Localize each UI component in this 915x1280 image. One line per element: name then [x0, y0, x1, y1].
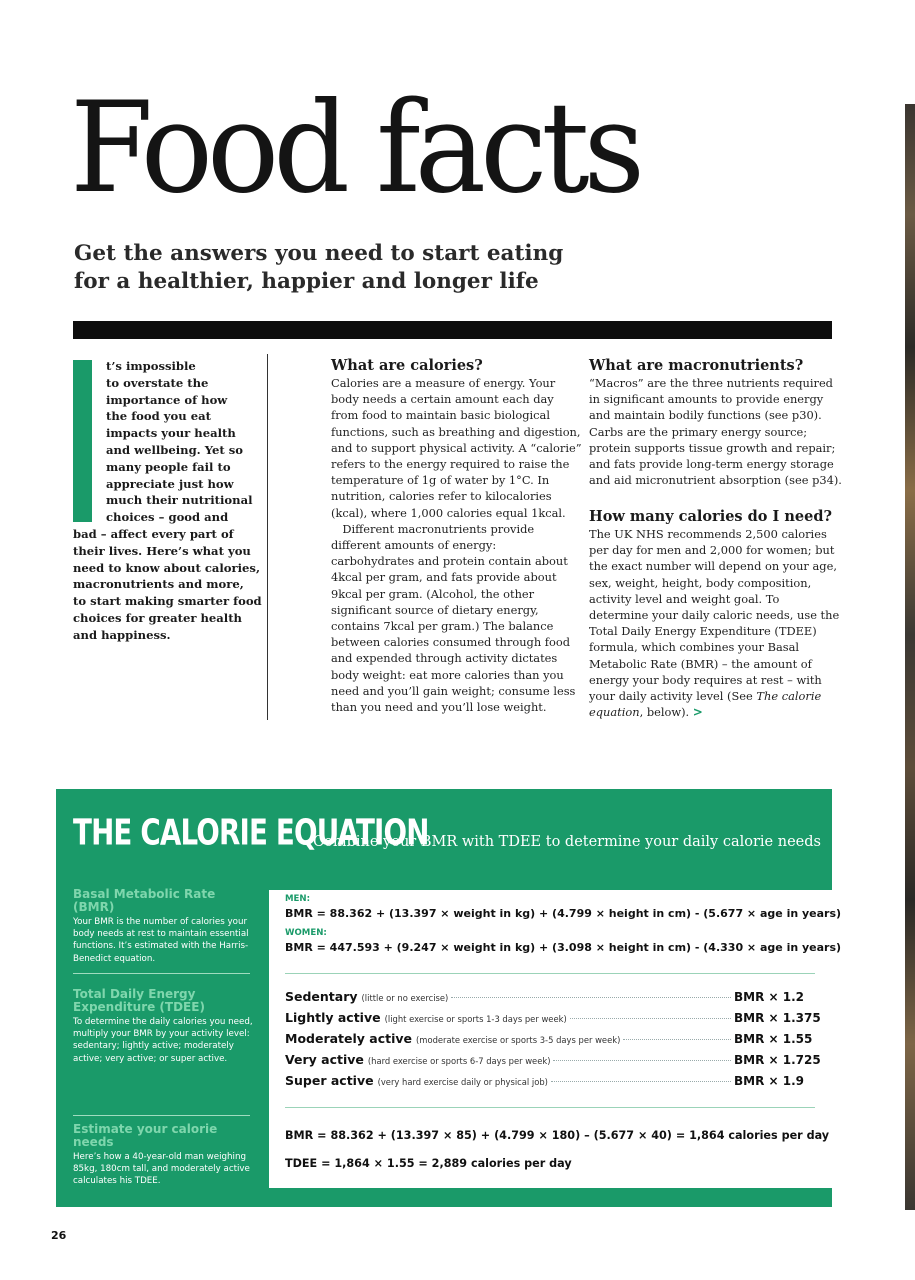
activity-name: Very active	[285, 1052, 364, 1067]
subtitle-line: Get the answers you need to start eating	[74, 241, 564, 266]
body-line	[589, 688, 834, 704]
leader-dots	[451, 997, 731, 998]
body-line: protein supports tissue growth and repair;	[589, 440, 836, 455]
macros-body	[589, 375, 842, 488]
body-line: contains 7kcal per gram.) The balance	[331, 619, 554, 634]
activity-multiplier: BMR × 1.375	[734, 1011, 821, 1025]
column-divider	[267, 354, 268, 720]
intro-line: importance of how	[106, 392, 228, 407]
panel-divider	[285, 1107, 815, 1108]
body-line: Calories are a measure of energy. Your	[331, 376, 556, 390]
continue-chevron-icon: >	[692, 705, 703, 720]
calorie-equation-box	[56, 789, 842, 1207]
body-line: energy your body requires at rest – with	[589, 672, 822, 687]
men-label: MEN:	[285, 894, 311, 904]
activity-multiplier: BMR × 1.2	[734, 990, 804, 1004]
leader-dots	[551, 1081, 731, 1082]
activity-note: (little or no exercise)	[361, 993, 449, 1003]
men-formula: BMR = 88.362 + (13.397 × weight in kg) + (4.799 × height in cm) - (5.677 × age in years)	[285, 907, 842, 920]
equation-subtitle: Combine your BMR with TDEE to determine your daily calorie needs	[313, 834, 821, 850]
macros-section	[589, 357, 842, 488]
calories-body	[331, 375, 582, 715]
activity-multiplier: BMR × 1.55	[734, 1032, 813, 1046]
page-number: 26	[51, 1229, 67, 1242]
body-line: between calories consumed through food	[331, 635, 570, 650]
activity-row-super-active	[285, 1073, 813, 1091]
activity-row-lightly-active	[285, 1010, 821, 1028]
intro-line: t’s impossible	[106, 359, 196, 373]
body-line: activity level and weight goal. To	[589, 591, 780, 606]
sidebar-text: To determine the daily calories you need, multiply your BMR by your activity level: sedentary; lightly active; moderately active; very active; or super active.	[73, 1017, 253, 1064]
activity-name: Super active	[285, 1073, 374, 1088]
tdee-calculation: TDEE = 1,864 × 1.55 = 2,889 calories per day	[285, 1157, 572, 1170]
body-line: temperature of 1g of water by 1°C. In	[331, 473, 550, 488]
body-line: Total Daily Energy Expenditure (TDEE)	[589, 624, 817, 639]
body-line: refers to the energy required to raise the	[331, 457, 570, 472]
activity-multiplier: BMR × 1.725	[734, 1053, 821, 1067]
sidebar-heading: Total Daily Energy Expenditure (TDEE)	[73, 987, 205, 1014]
body-line: 4kcal per gram, and fats provide about	[331, 570, 557, 585]
activity-multiplier: BMR × 1.9	[734, 1074, 804, 1088]
intro-line: choices for greater health	[73, 610, 242, 625]
subtitle-line: for a healthier, happier and longer life	[74, 269, 539, 294]
sidebar-text: Here’s how a 40-year-old man weighing 85kg, 180cm tall, and moderately active calculates his TDEE.	[73, 1152, 250, 1187]
body-line: and to support physical activity. A “calorie”	[331, 440, 582, 455]
activity-note: (light exercise or sports 1-3 days per week)	[384, 1014, 567, 1024]
body-line: nutrition, calories refer to kilocalories	[331, 489, 552, 504]
body-line: functions, such as breathing and digestion,	[331, 424, 581, 439]
intro-line: and wellbeing. Yet so	[106, 442, 244, 457]
body-line: from food to maintain basic biological	[331, 408, 550, 423]
panel-divider	[285, 973, 815, 974]
body-line: determine your daily caloric needs, use the	[589, 608, 840, 623]
body-line: and maintain bodily functions (see p30).	[589, 408, 822, 423]
sidebar-divider	[73, 973, 250, 974]
intro-line: impacts your health	[106, 426, 236, 441]
calories-heading: What are calories?	[331, 357, 483, 374]
intro-paragraph	[73, 358, 262, 644]
intro-line: choices – good and	[106, 510, 229, 525]
leader-dots	[553, 1060, 731, 1061]
body-line: formula, which combines your Basal	[589, 640, 800, 655]
equation-title: THE CALORIE EQUATION	[73, 811, 429, 854]
cross-reference: equation	[589, 705, 640, 720]
intro-line: their lives. Here’s what you	[73, 543, 251, 558]
body-line: Carbs are the primary energy source;	[589, 424, 808, 439]
calorie-needs-section	[589, 508, 840, 720]
sidebar-text: Your BMR is the number of calories your body needs at rest to maintain essential functions. It’s estimated with the Harris-Benedict equation.	[73, 917, 249, 964]
activity-name: Sedentary	[285, 989, 358, 1004]
page-subtitle	[74, 240, 594, 296]
page-title: Food facts	[70, 75, 640, 222]
body-line-text: , below).	[639, 705, 690, 720]
body-line: the exact number will depend on your age,	[589, 559, 837, 574]
intro-line: to start making smarter food	[73, 594, 262, 609]
body-line-text: your daily activity level (See	[589, 689, 757, 704]
header-divider-bar	[73, 321, 832, 339]
body-line	[589, 704, 834, 720]
body-line: need and you’ll gain weight; consume less	[331, 683, 576, 698]
women-formula: BMR = 447.593 + (9.247 × weight in kg) + (3.098 × height in cm) - (4.330 × age in years)	[285, 941, 842, 954]
body-line: carbohydrates and protein contain about	[331, 554, 568, 569]
intro-line: the food you eat	[106, 409, 211, 424]
sidebar-heading: Estimate your calorie needs	[73, 1122, 218, 1149]
estimate-sidebar-item	[73, 1123, 253, 1188]
activity-note: (very hard exercise daily or physical job)	[377, 1077, 548, 1087]
body-line: and expended through activity dictates	[331, 651, 558, 666]
activity-name: Lightly active	[285, 1010, 381, 1025]
intro-line: bad – affect every part of	[73, 526, 234, 541]
sidebar-heading: Basal Metabolic Rate (BMR)	[73, 887, 216, 914]
body-line: different amounts of energy:	[331, 538, 497, 553]
intro-line: to overstate the	[106, 375, 209, 390]
body-line: (kcal), where 1,000 calories equal 1kcal.	[331, 505, 566, 520]
body-line: body needs a certain amount each day	[331, 392, 554, 407]
activity-row-very-active	[285, 1052, 821, 1070]
leader-dots	[623, 1039, 731, 1040]
body-line: body weight: eat more calories than you	[331, 667, 564, 682]
body-line: “Macros” are the three nutrients required	[589, 376, 833, 390]
intro-line: appreciate just how	[106, 476, 234, 491]
bmr-calculation: BMR = 88.362 + (13.397 × 85) + (4.799 × 180) – (5.677 × 40) = 1,864 calories per day	[285, 1129, 830, 1142]
body-line: and aid micronutrient absorption (see p34).	[589, 473, 842, 488]
body-line: 9kcal per gram. (Alcohol, the other	[331, 586, 535, 601]
intro-line: need to know about calories,	[73, 560, 260, 575]
body-line: The UK NHS recommends 2,500 calories	[589, 527, 827, 541]
activity-note: (moderate exercise or sports 3-5 days per week)	[416, 1035, 621, 1045]
calories-section	[331, 357, 582, 715]
cross-reference: The calorie	[756, 689, 822, 704]
calorie-needs-heading: How many calories do I need?	[589, 508, 832, 525]
body-line: Different macronutrients provide	[331, 521, 535, 536]
body-line: significant source of dietary energy,	[331, 602, 539, 617]
body-line: and fats provide long-term energy storage	[589, 457, 834, 472]
body-line: than you need and you’ll lose weight.	[331, 700, 547, 715]
body-line: per day for men and 2,000 for women; but	[589, 543, 835, 558]
activity-note: (hard exercise or sports 6-7 days per week)	[367, 1056, 551, 1066]
body-line: in significant amounts to provide energy	[589, 392, 824, 407]
intro-line: macronutrients and more,	[73, 577, 244, 592]
intro-line: and happiness.	[73, 627, 171, 642]
calorie-needs-body	[589, 526, 840, 720]
tdee-sidebar-item	[73, 988, 253, 1065]
leader-dots	[570, 1018, 731, 1019]
photo-edge-strip	[905, 104, 915, 1210]
bmr-sidebar-item	[73, 888, 253, 965]
activity-row-moderately-active	[285, 1031, 813, 1049]
body-line: sex, weight, height, body composition,	[589, 575, 812, 590]
sidebar-divider	[73, 1115, 250, 1116]
intro-line: many people fail to	[106, 459, 231, 474]
women-label: WOMEN:	[285, 928, 327, 938]
activity-row-sedentary	[285, 989, 813, 1007]
body-line: Metabolic Rate (BMR) – the amount of	[589, 656, 812, 671]
formula-panel	[269, 890, 842, 1188]
intro-line: much their nutritional	[106, 493, 253, 508]
activity-name: Moderately active	[285, 1031, 413, 1046]
macros-heading: What are macronutrients?	[589, 357, 804, 374]
